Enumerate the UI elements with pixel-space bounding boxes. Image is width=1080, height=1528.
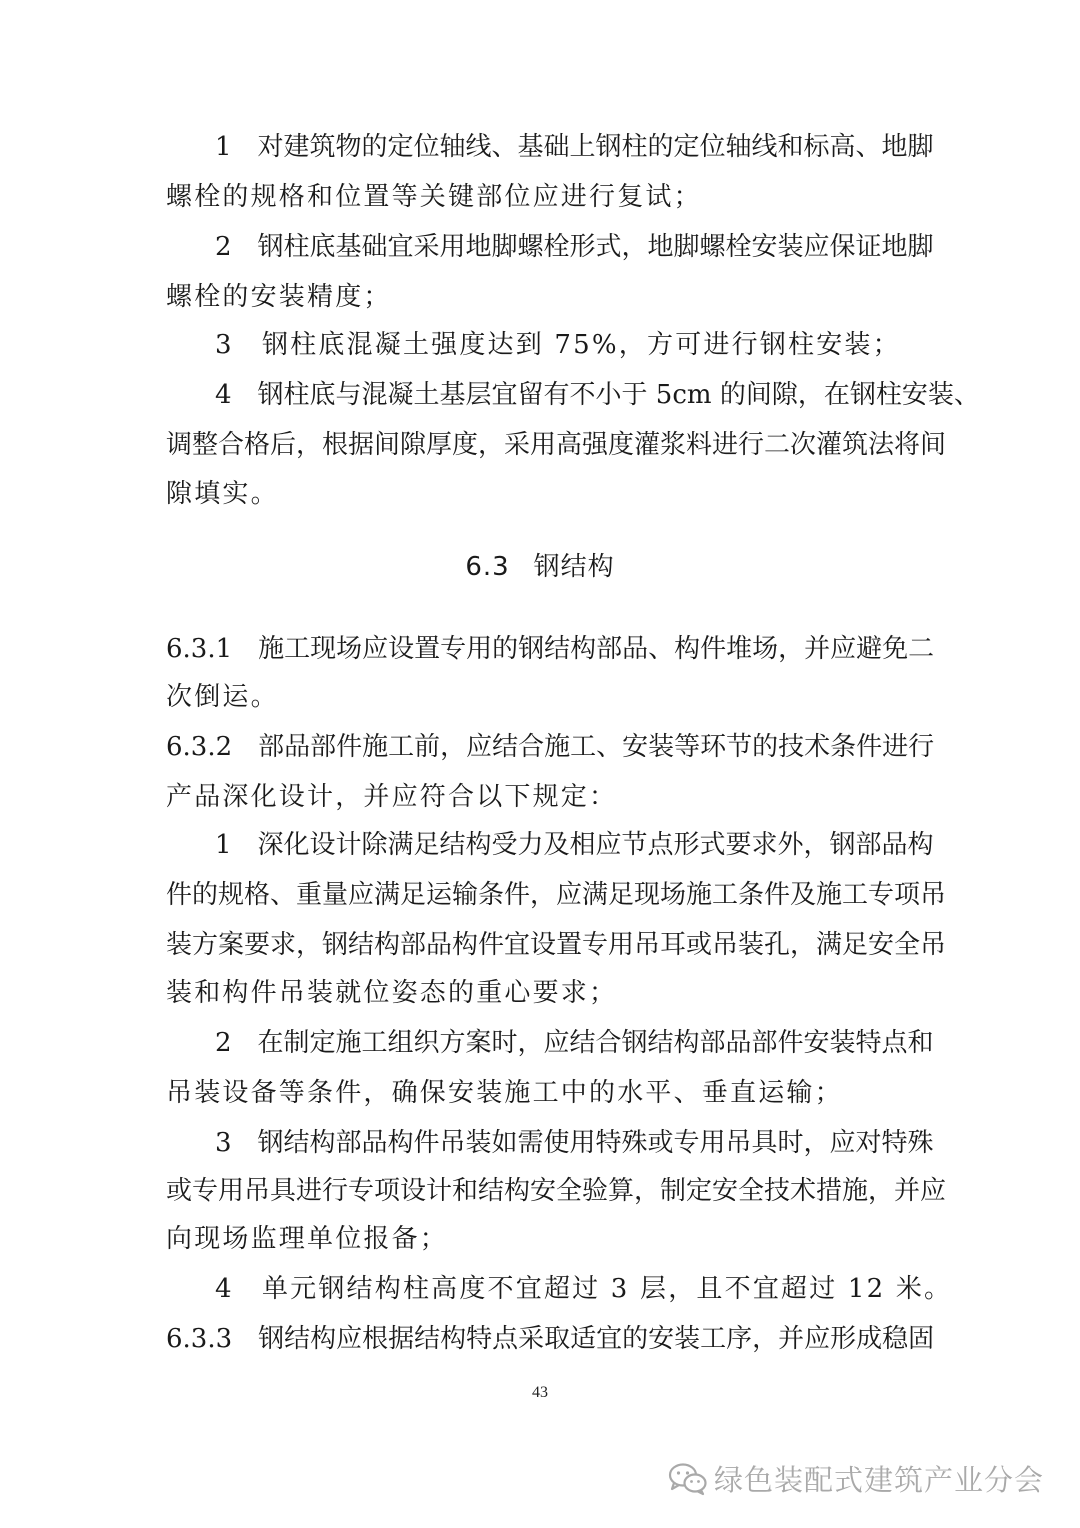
item-1-line-2: 螺栓的规格和位置等关键部位应进行复试； xyxy=(166,182,702,212)
clause-6-3-2-item-1-line-4: 装和构件吊装就位姿态的重心要求； xyxy=(166,978,618,1008)
item-4-line-1: 4 钢柱底与混凝土基层宜留有不小于 5cm 的间隙，在钢柱安装、 xyxy=(215,380,980,410)
item-2-line-1: 2 钢柱底基础宜采用地脚螺栓形式，地脚螺栓安装应保证地脚 xyxy=(215,232,934,262)
item-4-line-2: 调整合格后，根据间隙厚度，采用高强度灌浆料进行二次灌筑法将间 xyxy=(166,430,947,460)
clause-6-3-2-item-2-line-2: 吊装设备等条件，确保安装施工中的水平、垂直运输； xyxy=(166,1078,843,1108)
clause-6-3-1-line-1: 6.3.1 施工现场应设置专用的钢结构部品、构件堆场，并应避免二 xyxy=(166,634,935,664)
clause-6-3-2-item-4-line-1: 4 单元钢结构柱高度不宜超过 3 层，且不宜超过 12 米。 xyxy=(215,1274,953,1304)
clause-6-3-2-item-3-line-2: 或专用吊具进行专项设计和结构安全验算，制定安全技术措施，并应 xyxy=(166,1176,947,1206)
section-heading xyxy=(0,550,1080,584)
clause-6-3-2-item-1-line-3: 装方案要求，钢结构部品构件宜设置专用吊耳或吊装孔，满足安全吊 xyxy=(166,930,947,960)
item-2-line-2: 螺栓的安装精度； xyxy=(166,282,392,312)
clause-6-3-2-item-2-line-1: 2 在制定施工组织方案时，应结合钢结构部品部件安装特点和 xyxy=(215,1028,934,1058)
clause-6-3-2-item-3-line-3: 向现场监理单位报备； xyxy=(166,1224,449,1254)
wechat-icon xyxy=(668,1462,708,1496)
page-number: 43 xyxy=(532,1384,548,1401)
watermark xyxy=(668,1458,1044,1499)
clause-6-3-2-item-3-line-1: 3 钢结构部品构件吊装如需使用特殊或专用吊具时，应对特殊 xyxy=(215,1128,934,1158)
item-3-line-1: 3 钢柱底混凝土强度达到 75%，方可进行钢柱安装； xyxy=(215,330,901,360)
clause-6-3-3-line-1: 6.3.3 钢结构应根据结构特点采取适宜的安装工序，并应形成稳固 xyxy=(166,1324,935,1354)
clause-6-3-2-item-1-line-1: 1 深化设计除满足结构受力及相应节点形式要求外，钢部品构 xyxy=(215,830,934,860)
section-title: 钢结构 xyxy=(533,552,615,582)
item-1-line-1: 1 对建筑物的定位轴线、基础上钢柱的定位轴线和标高、地脚 xyxy=(215,132,934,162)
section-number: 6.3 xyxy=(465,552,510,582)
clause-6-3-1-line-2: 次倒运。 xyxy=(166,682,279,712)
item-4-line-3: 隙填实。 xyxy=(166,479,279,509)
clause-6-3-2-line-2: 产品深化设计，并应符合以下规定： xyxy=(166,782,618,812)
clause-6-3-2-line-1: 6.3.2 部品部件施工前，应结合施工、安装等环节的技术条件进行 xyxy=(166,732,935,762)
watermark-text: 绿色装配式建筑产业分会 xyxy=(713,1463,1044,1497)
clause-6-3-2-item-1-line-2: 件的规格、重量应满足运输条件，应满足现场施工条件及施工专项吊 xyxy=(166,880,947,910)
